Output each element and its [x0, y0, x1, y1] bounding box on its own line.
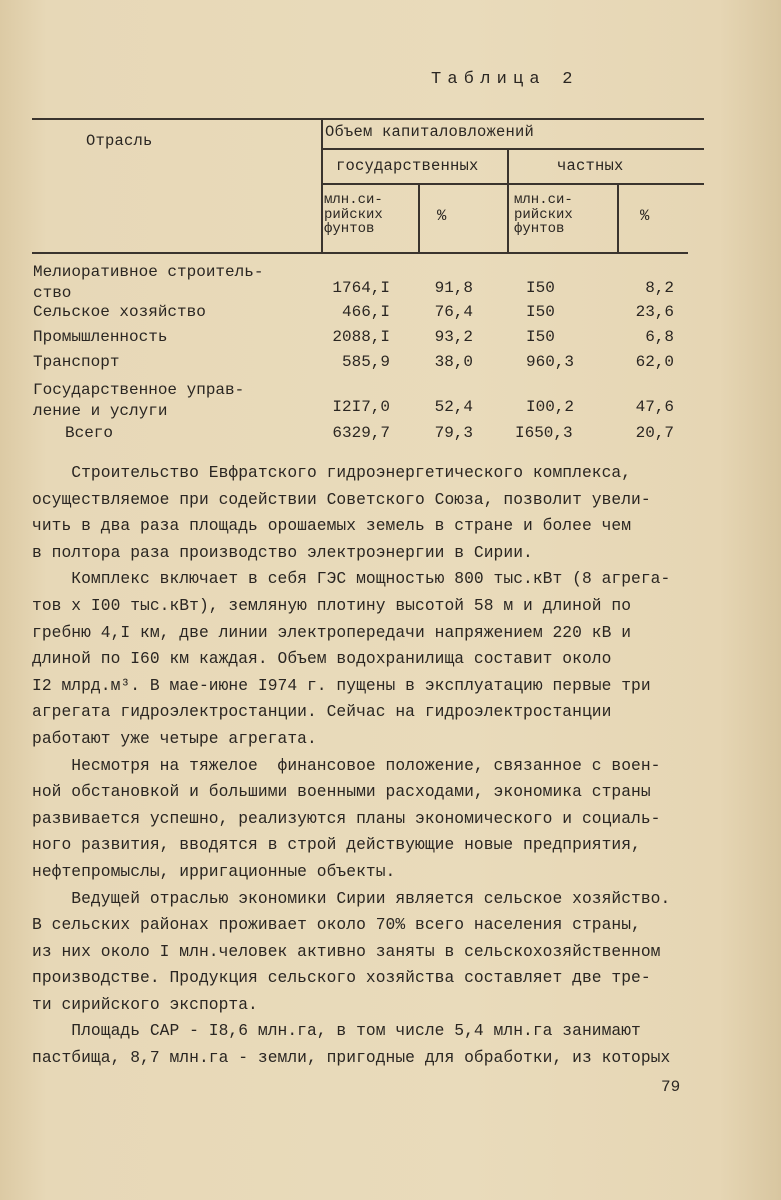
cell-state-value: 2088,I: [332, 328, 390, 346]
cell-state-value: 1764,I: [332, 279, 390, 297]
text-line: Комплекс включает в себя ГЭС мощностью 800 тыс.кВт (8 агрега-: [32, 569, 671, 589]
cell-private-value: I650,3: [515, 424, 573, 442]
text-line: ной обстановкой и большими военными расходами, экономика страны: [32, 782, 651, 802]
cell-private-pct: 23,6: [635, 303, 674, 321]
cell-state-value: 466,I: [341, 303, 390, 321]
header-divider-private: [507, 148, 509, 252]
header-divider-main: [321, 118, 323, 252]
cell-private-pct: 47,6: [635, 398, 674, 416]
text-line: Ведущей отраслью экономики Сирии является сельское хозяйство.: [32, 888, 671, 908]
cell-state-pct: 38,0: [434, 353, 473, 371]
cell-private-pct: 6,8: [645, 328, 674, 346]
cell-state-value: I2I7,0: [332, 398, 390, 416]
cell-state-value: 6329,7: [332, 424, 390, 442]
body-text: [32, 460, 670, 1072]
text-line: пастбища, 8,7 млн.га - земли, пригодные для обработки, из которых: [32, 1048, 671, 1068]
header-investment-volume: Объем капиталовложений: [325, 123, 535, 141]
cell-state-pct: 52,4: [434, 398, 473, 416]
text-line: I2 млрд.м³. В мае-июне I974 г. пущены в эксплуатацию первые три: [32, 675, 651, 695]
text-line: Несмотря на тяжелое финансовое положение, связанное с воен-: [32, 755, 661, 775]
cell-private-value: I50: [526, 279, 555, 297]
table-row-sector: Сельское хозяйство: [33, 303, 206, 321]
table-row-sector: Транспорт: [33, 353, 120, 371]
table-row-total: Всего: [65, 424, 114, 442]
header-state-percent: %: [437, 207, 447, 225]
header-subrule-1: [323, 148, 704, 150]
text-line: тов х I00 тыс.кВт), земляную плотину высотой 58 м и длиной по: [32, 595, 632, 615]
header-divider-state-pct: [418, 183, 420, 252]
text-line: развивается успешно, реализуются планы экономического и социаль-: [32, 808, 661, 828]
header-subrule-2: [323, 183, 704, 185]
text-line: нефтепромыслы, ирригационные объекты.: [32, 861, 396, 881]
text-line: осуществляемое при содействии Советского Союза, позволит увели-: [32, 489, 651, 509]
table-row-sector: Государственное управ- ление и услуги: [33, 381, 245, 420]
cell-state-pct: 93,2: [434, 328, 473, 346]
table-top-rule: [32, 118, 704, 120]
header-state: государственных: [336, 157, 479, 175]
header-sector: Отрасль: [86, 132, 153, 150]
cell-state-pct: 91,8: [434, 279, 473, 297]
text-line: Строительство Евфратского гидроэнергетического комплекса,: [32, 463, 632, 482]
cell-private-value: I50: [526, 328, 555, 346]
text-line: длиной по I60 км каждая. Объем водохранилища составит около: [32, 649, 612, 669]
header-divider-private-pct: [617, 183, 619, 252]
table-caption: Таблица 2: [431, 70, 579, 89]
cell-private-pct: 62,0: [635, 353, 674, 371]
cell-private-value: I00,2: [526, 398, 575, 416]
text-line: агрегата гидроэлектростанции. Сейчас на гидроэлектростанции: [32, 702, 612, 722]
cell-state-pct: 79,3: [434, 424, 473, 442]
page-number: 79: [661, 1078, 681, 1096]
text-line: ти сирийского экспорта.: [32, 994, 258, 1014]
text-line: В сельских районах проживает около 70% всего населения страны,: [32, 915, 641, 935]
cell-private-value: 960,3: [526, 353, 575, 371]
cell-private-pct: 8,2: [645, 279, 674, 297]
header-state-unit: млн.си- рийских фунтов: [324, 192, 383, 237]
text-line: ного развития, вводятся в строй действующие новые предприятия,: [32, 835, 641, 855]
text-line: чить в два раза площадь орошаемых земель в стране и более чем: [32, 516, 632, 536]
text-line: работают уже четыре агрегата.: [32, 728, 317, 748]
text-line: в полтора раза производство электроэнергии в Сирии.: [32, 542, 533, 562]
cell-state-pct: 76,4: [434, 303, 473, 321]
header-private-unit: млн.си- рийских фунтов: [514, 192, 573, 237]
table-row-sector: Мелиоративное строитель- ство: [33, 263, 264, 302]
cell-state-value: 585,9: [341, 353, 390, 371]
text-line: Площадь САР - I8,6 млн.га, в том числе 5,4 млн.га занимают: [32, 1021, 641, 1041]
header-private: частных: [557, 157, 624, 175]
text-line: гребню 4,I км, две линии электропередачи напряжением 220 кВ и: [32, 622, 632, 642]
table-row-sector: Промышленность: [33, 328, 168, 346]
header-bottom-rule: [32, 252, 688, 254]
text-line: производстве. Продукция сельского хозяйства составляет две тре-: [32, 968, 651, 988]
cell-private-pct: 20,7: [635, 424, 674, 442]
text-line: из них около I млн.человек активно заняты в сельскохозяйственном: [32, 941, 661, 961]
header-private-percent: %: [640, 207, 650, 225]
cell-private-value: I50: [526, 303, 555, 321]
